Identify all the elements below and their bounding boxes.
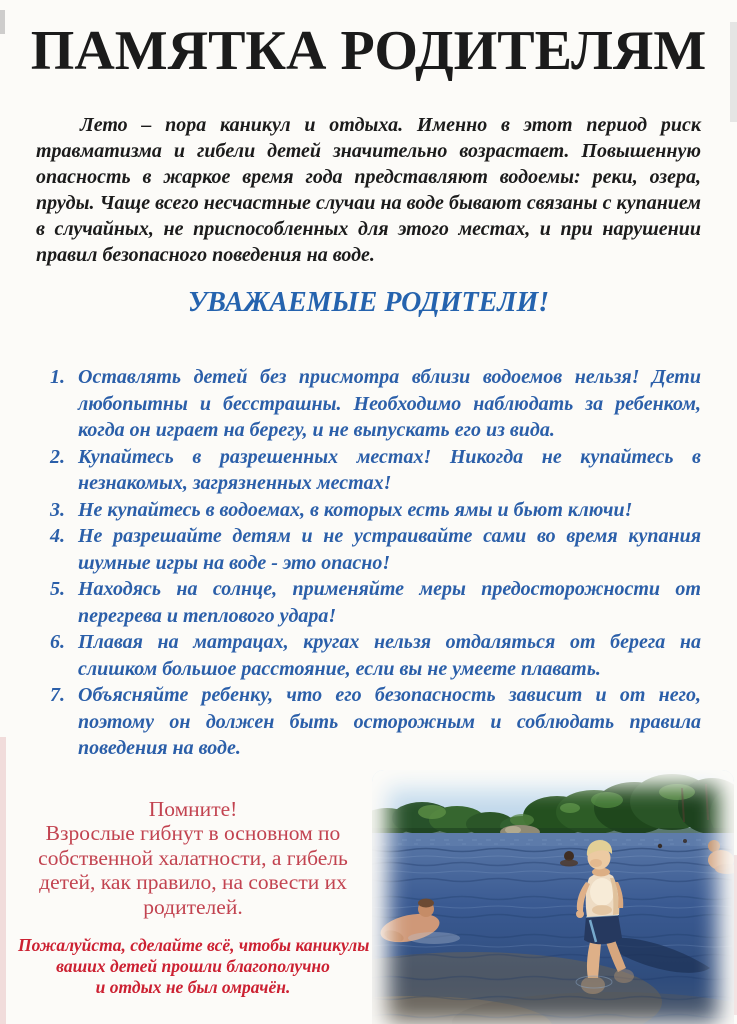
reminder-line: собственной халатности, а гибель — [38, 845, 348, 870]
rule-item — [50, 364, 701, 444]
closing-line: и отдых не был омрачён. — [95, 977, 291, 997]
reminder-line: Взрослые гибнут в основном по — [45, 821, 341, 845]
rule-number: 7. — [50, 684, 65, 706]
reminder-line: родителей. — [143, 894, 243, 919]
rule-text: Не купайтесь в водоемах, в которых есть ямы и бьют ключи! — [78, 498, 633, 521]
bottom-section — [0, 770, 737, 1024]
rules-list — [50, 364, 701, 762]
reminder-block — [18, 797, 368, 920]
subheading-dear-parents: УВАЖАЕМЫЕ РОДИТЕЛИ! — [187, 287, 550, 318]
closing-line: ваших детей прошли благополучно — [56, 956, 330, 976]
rule-number: 4. — [50, 525, 65, 547]
rule-text: Находясь на солнце, применяйте меры предосторожности от перегрева и теплового удара! — [78, 578, 701, 627]
closing-wish-block — [18, 935, 368, 998]
reminder-title: Помните! — [148, 796, 238, 821]
page-title: ПАМЯТКА РОДИТЕЛЯМ — [30, 20, 707, 82]
rule-item — [50, 523, 701, 576]
closing-line: Пожалуйста, сделайте всё, чтобы каникулы — [18, 935, 370, 955]
rule-text: Оставлять детей без присмотра вблизи водоемов нельзя! Дети любопытны и бесстрашны. Необходимо наблюдать за ребенком, когда он играет на берегу, и не выпускать его из вида. — [78, 366, 701, 441]
rule-item — [50, 629, 701, 682]
rule-number: 5. — [50, 578, 65, 600]
lake-photo-illustration — [372, 770, 734, 1024]
rule-number: 6. — [50, 631, 65, 653]
reminder-line: детей, как правило, на совести их — [39, 870, 347, 894]
rule-item — [50, 682, 701, 762]
rule-item — [50, 576, 701, 629]
lake-swimming-photo — [372, 770, 734, 1024]
rule-number: 1. — [50, 366, 65, 388]
rule-text: Плавая на матрацах, кругах нельзя отдаляться от берега на слишком большое расстояние, если вы не умеете плавать. — [78, 631, 701, 680]
rule-item — [50, 444, 701, 497]
intro-paragraph: Лето – пора каникул и отдыха. Именно в этот период риск травматизма и гибели детей значительно возрастает. Повышенную опасность в жаркое время года представляют водоемы: реки, озера, пруды. Чаще всего несчастные случаи на воде бывают связаны с купанием в случайных, не приспособленных для этого местах, и при нарушении правил безопасного поведения на воде. — [36, 114, 701, 266]
rule-text: Купайтесь в разрешенных местах! Никогда не купайтесь в незнакомых, загрязненных местах! — [78, 445, 701, 494]
rule-number: 3. — [50, 498, 65, 521]
rule-item — [50, 497, 701, 524]
rule-text: Не разрешайте детям и не устраивайте сами во время купания шумные игры на воде - это опасно! — [78, 525, 701, 574]
bottom-left-column — [18, 770, 368, 999]
rule-number: 2. — [50, 445, 65, 468]
rule-text: Объясняйте ребенку, что его безопасность зависит и от него, поэтому он должен быть осторожным и соблюдать правила поведения на воде. — [78, 684, 701, 759]
